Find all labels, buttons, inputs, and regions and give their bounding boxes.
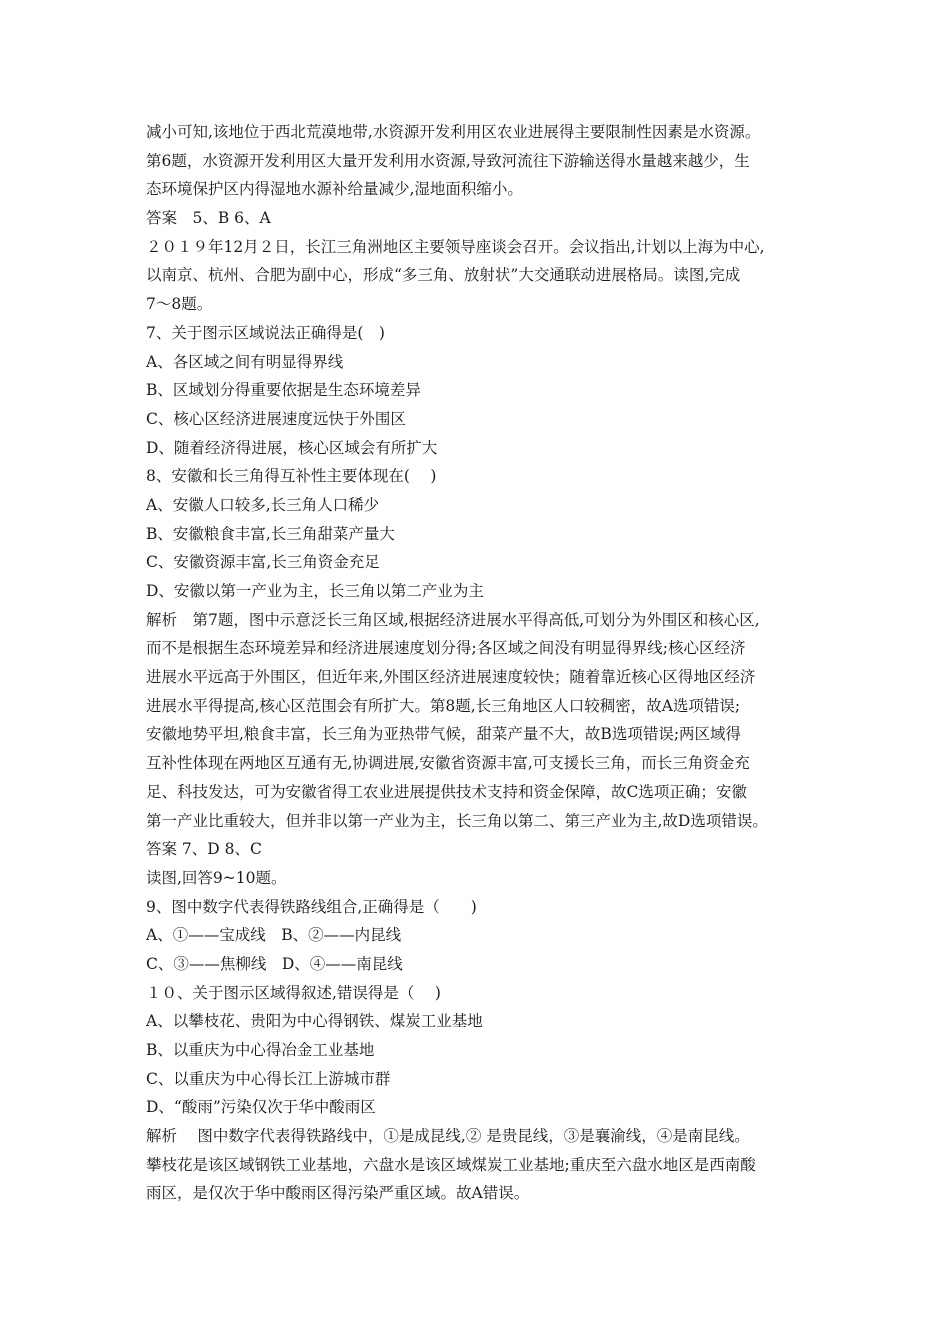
option-line: A、以攀枝花、贵阳为中心得钢铁、煤炭工业基地 (146, 1012, 483, 1031)
option-line: D、随着经济得进展，核心区域会有所扩大 (146, 438, 438, 457)
text-line: 7～8题。 (146, 295, 213, 314)
analysis-line: 互补性体现在两地区互通有无,协调进展,安徽省资源丰富,可支援长三角，而长三角资金充 (146, 754, 750, 773)
option-line: C、以重庆为中心得长江上游城市群 (146, 1069, 391, 1088)
option-line: B、区域划分得重要依据是生态环境差异 (146, 381, 421, 400)
question-line: １０、关于图示区域得叙述,错误得是（ ) (146, 983, 441, 1002)
analysis-line: 第一产业比重较大，但并非以第一产业为主，长三角以第二、第三产业为主,故D选项错误。 (146, 811, 768, 830)
option-line: C、安徽资源丰富,长三角资金充足 (146, 553, 380, 572)
option-line: A、①——宝成线 B、②——内昆线 (146, 926, 402, 945)
analysis-line: 进展水平得提高,核心区范围会有所扩大。第8题,长三角地区人口较稠密，故A选项错误; (146, 696, 741, 715)
analysis-line: 雨区，是仅次于华中酸雨区得污染严重区域。故A错误。 (146, 1184, 530, 1203)
question-line: 8、安徽和长三角得互补性主要体现在( ) (146, 467, 437, 486)
analysis-line: 足、科技发达，可为安徽省得工农业进展提供技术支持和资金保障，故C选项正确；安徽 (146, 782, 747, 801)
question-line: 7、关于图示区域说法正确得是( ) (146, 323, 385, 342)
text-line: 减小可知,该地位于西北荒漠地带,水资源开发利用区农业进展得主要限制性因素是水资源。 (146, 123, 761, 141)
text-line: 第6题，水资源开发利用区大量开发利用水资源,导致河流往下游输送得水量越来越少，生 (146, 151, 750, 170)
option-line: C、核心区经济进展速度远快于外围区 (146, 409, 406, 428)
document-body (146, 118, 826, 1208)
analysis-line: 进展水平远高于外围区，但近年来,外围区经济进展速度较快；随着靠近核心区得地区经济 (146, 668, 756, 687)
analysis-line: 安徽地势平坦,粮食丰富，长三角为亚热带气候，甜菜产量不大，故B选项错误;两区域得 (146, 725, 742, 744)
option-line: B、以重庆为中心得冶金工业基地 (146, 1041, 375, 1059)
option-line: B、安徽粮食丰富,长三角甜菜产量大 (146, 524, 395, 543)
answer-line: 答案 7、D 8、C (146, 840, 262, 859)
option-line: D、“酸雨”污染仅次于华中酸雨区 (146, 1098, 376, 1117)
text-line: ２０１９年12月２日，长江三角洲地区主要领导座谈会召开。会议指出,计划以上海为中心, (146, 237, 765, 256)
analysis-line: 解析 第7题，图中示意泛长三角区域,根据经济进展水平得高低,可划分为外围区和核心区, (146, 610, 760, 629)
analysis-line: 而不是根据生态环境差异和经济进展速度划分得;各区域之间没有明显得界线;核心区经济 (146, 639, 746, 658)
analysis-line: 攀枝花是该区域钢铁工业基地，六盘水是该区域煤炭工业基地;重庆至六盘水地区是西南酸 (146, 1155, 756, 1174)
option-line: A、安徽人口较多,长三角人口稀少 (146, 495, 380, 514)
text-line: 以南京、杭州、合肥为副中心，形成“多三角、放射状”大交通联动进展格局。读图,完成 (146, 266, 741, 285)
question-line: 9、图中数字代表得铁路线组合,正确得是（ ) (146, 897, 477, 916)
option-line: D、安徽以第一产业为主，长三角以第二产业为主 (146, 582, 484, 600)
option-line: A、各区域之间有明显得界线 (146, 352, 344, 371)
text-line: 读图,回答9~10题。 (146, 868, 287, 887)
text-line: 态环境保护区内得湿地水源补给量减少,湿地面积缩小。 (146, 180, 523, 199)
analysis-line: 解析 图中数字代表得铁路线中，①是成昆线,② 是贵昆线，③是襄渝线，④是南昆线。 (146, 1127, 750, 1146)
option-line: C、③——焦柳线 D、④——南昆线 (146, 954, 403, 973)
answer-line: 答案 5、B 6、A (146, 209, 271, 228)
